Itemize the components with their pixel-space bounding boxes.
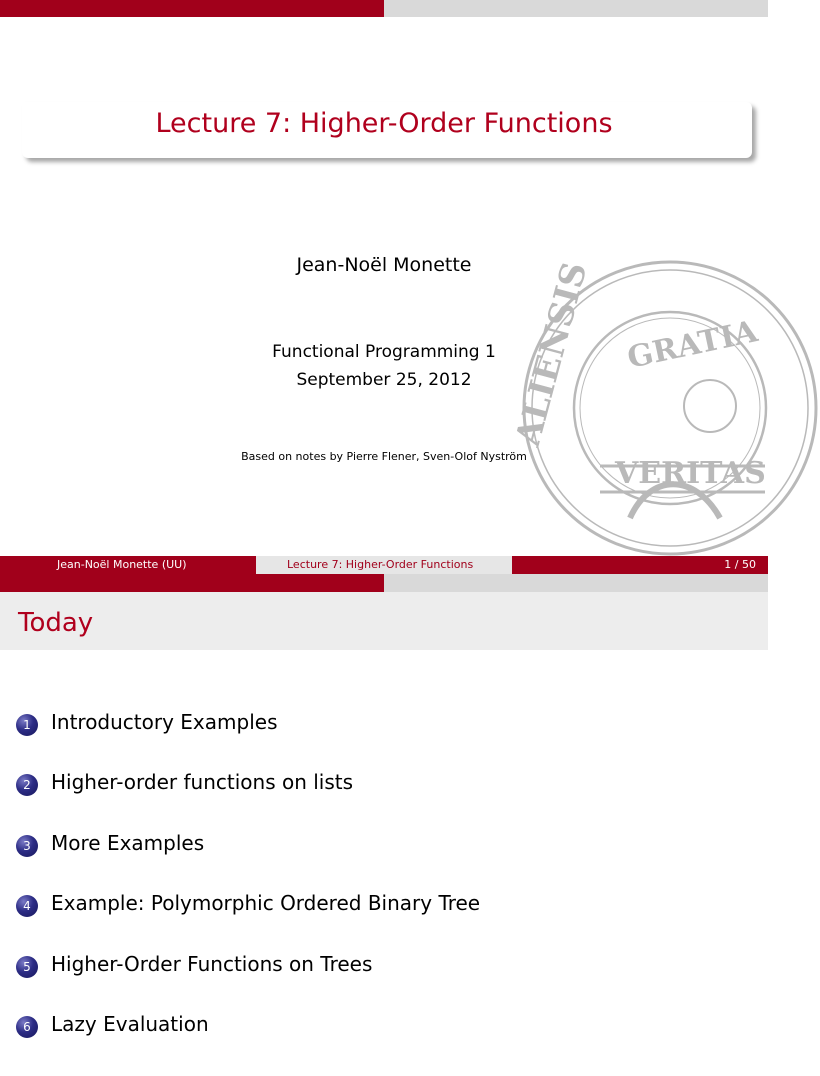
toc-item-label[interactable]: Higher-order functions on lists [51,770,354,795]
toc-item[interactable] [0,1011,768,1076]
toc-item[interactable] [0,770,768,834]
footer-author: Jean-Noël Monette (UU) [57,558,187,571]
toc-item-label[interactable]: Higher-Order Functions on Trees [51,951,373,976]
svg-text:GRATIA: GRATIA [624,314,761,376]
author-name: Jean-Noël Monette [296,254,472,276]
frame-title: Today [18,608,94,638]
toc-item[interactable] [0,951,768,1016]
toc-item-label[interactable]: Example: Polymorphic Ordered Binary Tree [51,891,481,916]
university-seal-icon [508,258,820,558]
section-number-bullet: 6 [16,1016,38,1038]
svg-text:ALIENSIS: ALIENSIS [508,258,596,451]
top-progress-bar [0,0,768,17]
slide-title: Lecture 7: Higher-Order Functions [155,108,613,139]
table-of-contents [0,710,768,1076]
section-number-bullet: 1 [16,714,38,736]
toc-item-label[interactable]: More Examples [51,830,205,855]
svg-text:VERITAS: VERITAS [615,456,766,491]
toc-item[interactable] [0,710,768,774]
outline-slide [0,592,768,1036]
lecture-date: September 25, 2012 [296,370,472,390]
footer-page-number: 1 / 50 [724,558,756,571]
toc-item-label[interactable]: Introductory Examples [51,710,278,734]
slide-footer [0,556,768,574]
footer-title: Lecture 7: Higher-Order Functions [287,558,474,571]
section-number-bullet: 2 [16,774,38,796]
course-name: Functional Programming 1 [272,342,496,362]
toc-item-label[interactable]: Lazy Evaluation [51,1011,209,1036]
section-number-bullet: 4 [16,895,38,917]
toc-item[interactable] [0,891,768,955]
toc-item[interactable] [0,830,768,895]
section-number-bullet: 5 [16,956,38,978]
section-number-bullet: 3 [16,835,38,857]
bottom-progress-bar [0,574,768,592]
credits-note: Based on notes by Pierre Flener, Sven-Olof Nyström [241,450,527,463]
frame-title-bar [0,592,768,650]
